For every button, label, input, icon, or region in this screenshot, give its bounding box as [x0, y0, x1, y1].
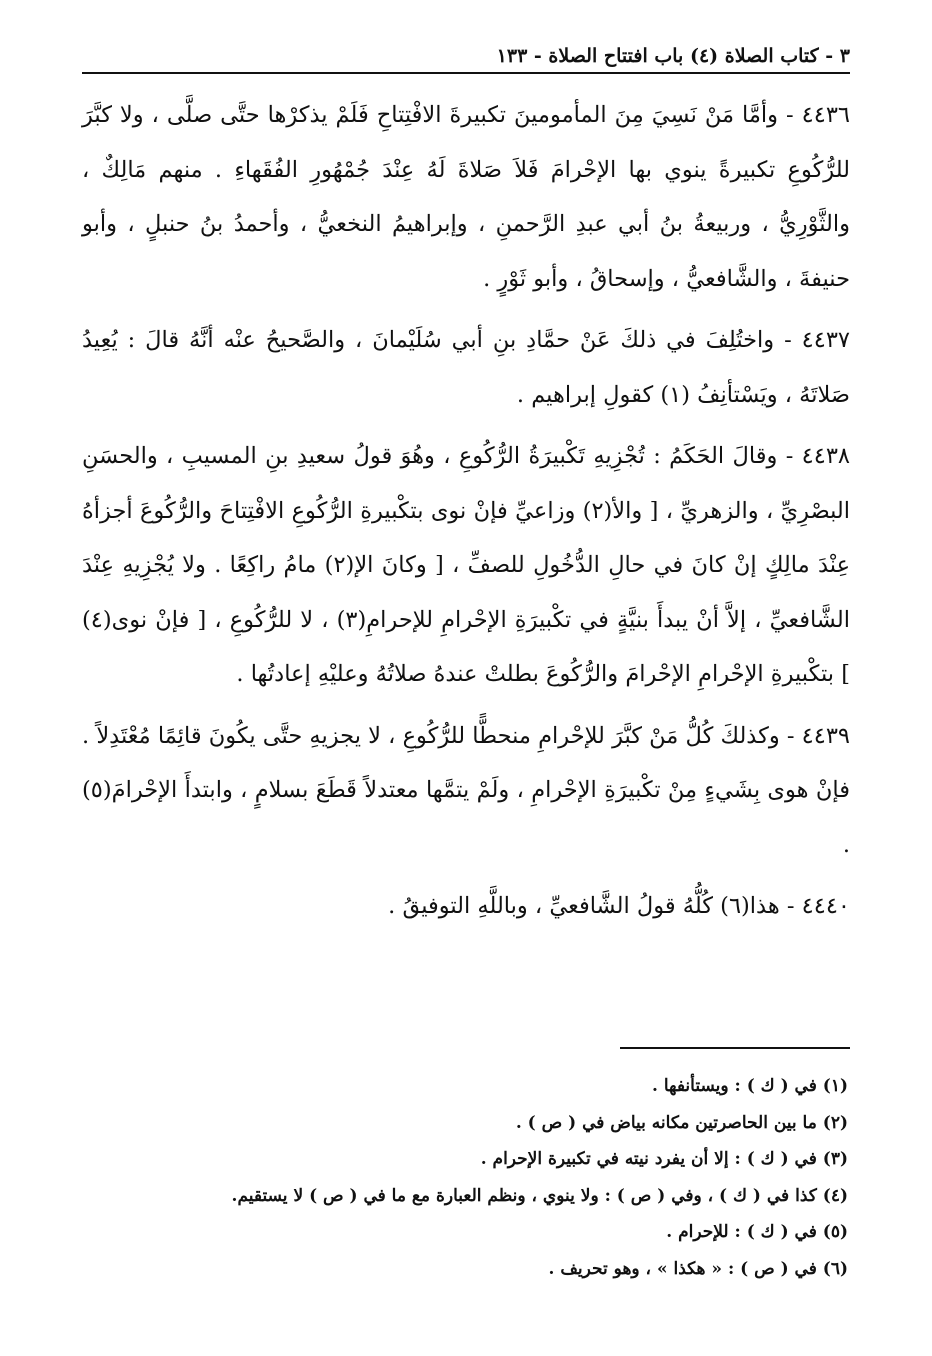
footnote-3: (٣) في ( ك ) : إلا أن يفرد نيته في تكبيرة الإحرام . — [480, 1149, 848, 1169]
footnote-1: (١) في ( ك ) : ويستأنفها . — [651, 1076, 848, 1096]
paragraph-4438: ٤٤٣٨ - وقالَ الحَكَمُ : تُجْزِيهِ تَكْبيرَةُ الرُّكُوعِ ، وهُوَ قولُ سعيدِ بنِ المسيبِ ، والحسَنِ البصْرِيِّ ، والزهريِّ ، [ والأ(٢) وزاعيِّ فإنْ نوى بتكْبيرةِ الرُّكُوعِ الافْتِتاحَ والرُّكُوعَ أجزأهُ عِنْدَ مالِكٍ إنْ كانَ في حالِ الدُّخُولِ للصفِّ ، [ وكانَ الإ(٢) مامُ راكِعًا . ولا يُجْزِيهِ عِنْدَ الشَّافعيِّ ، إلاَّ أنْ يبدأَ بنيَّةٍ في تكْبيرَةِ الإحْرامِ للإحرامِ(٣) ، لا للرُّكُوعِ ، [ فإنْ نوى(٤) ] بتكْبيرةِ الإحْرامِ الإحْرامَ والرُّكُوعَ بطلتْ عندهُ صلاتُهُ وعليْهِ إعادتُها . — [82, 443, 851, 687]
footnote-5: (٥) في ( ك ) : للإحرام . — [666, 1222, 848, 1242]
paragraph-4440: ٤٤٤٠ - هذا(٦) كُلُّهُ قولُ الشَّافعيِّ ، وباللَّهِ التوفيقُ . — [388, 893, 850, 919]
footnote-6: (٦) في ( ص ) : « هكذا » ، وهو تحريف . — [548, 1258, 848, 1279]
footnote-2: (٢) ما بين الحاصرتين مكانه بياض في ( ص ) . — [515, 1112, 848, 1133]
paragraph-4439: ٤٤٣٩ - وكذلكَ كُلُّ مَنْ كبَّرَ للإحْرامِ منحطًّا للرُّكُوعِ ، لا يجزيهِ حتَّى يكُونَ قائِمًا مُعْتَدِلاً . فإنْ هوى بِشَيءٍ مِنْ تكْبيرَةِ الإحْرامِ ، ولَمْ يتمَّها معتدلاً قَطَعَ بسلامٍ ، وابتدأَ الإحْرامَ(٥) . — [82, 722, 850, 858]
main-text — [82, 88, 850, 941]
paragraph-4436: ٤٤٣٦ - وأمَّا مَنْ نَسِيَ مِنَ المأمومينَ تكبيرةَ الافْتِتاحِ فَلَمْ يذكرْها حتَّى صلَّى ، ولا كبَّرَ للرُّكُوعِ تكبيرةً ينوي بها الإحْرامَ فَلاَ صَلاةَ لَهُ عِنْدَ جُمْهُورِ الفُقَهاءِ . منهم مَالِكٌ ، والثَّوْرِيُّ ، وربيعةُ بنُ أبي عبدِ الرَّحمنِ ، وإبراهيمُ النخعيُّ ، وأحمدُ بنُ حنبلٍ ، وأبو حنيفةَ ، والشَّافعيُّ ، وإسحاقُ ، وأبو ثَوْرٍ . — [82, 102, 850, 292]
paragraph-4437: ٤٤٣٧ - واختُلِفَ في ذلكَ عَنْ حمَّادِ بنِ أبي سُلَيْمانَ ، والصَّحيحُ عنْه أنَّهُ قالَ : يُعِيدُ صَلاتَهُ ، ويَسْتأنِفُ (١) كقولِ إبراهيم . — [82, 327, 850, 408]
footnotes — [82, 1068, 848, 1287]
running-head: ٣ - كتاب الصلاة (٤) باب افتتاح الصلاة - ١٣٣ — [82, 42, 850, 74]
footnote-4: (٤) كذا في ( ك ) ، وفي ( ص ) : ولا ينوي ، ونظم العبارة مع ما في ( ص ) لا يستقيم. — [231, 1185, 848, 1206]
footnote-divider — [620, 1047, 850, 1049]
